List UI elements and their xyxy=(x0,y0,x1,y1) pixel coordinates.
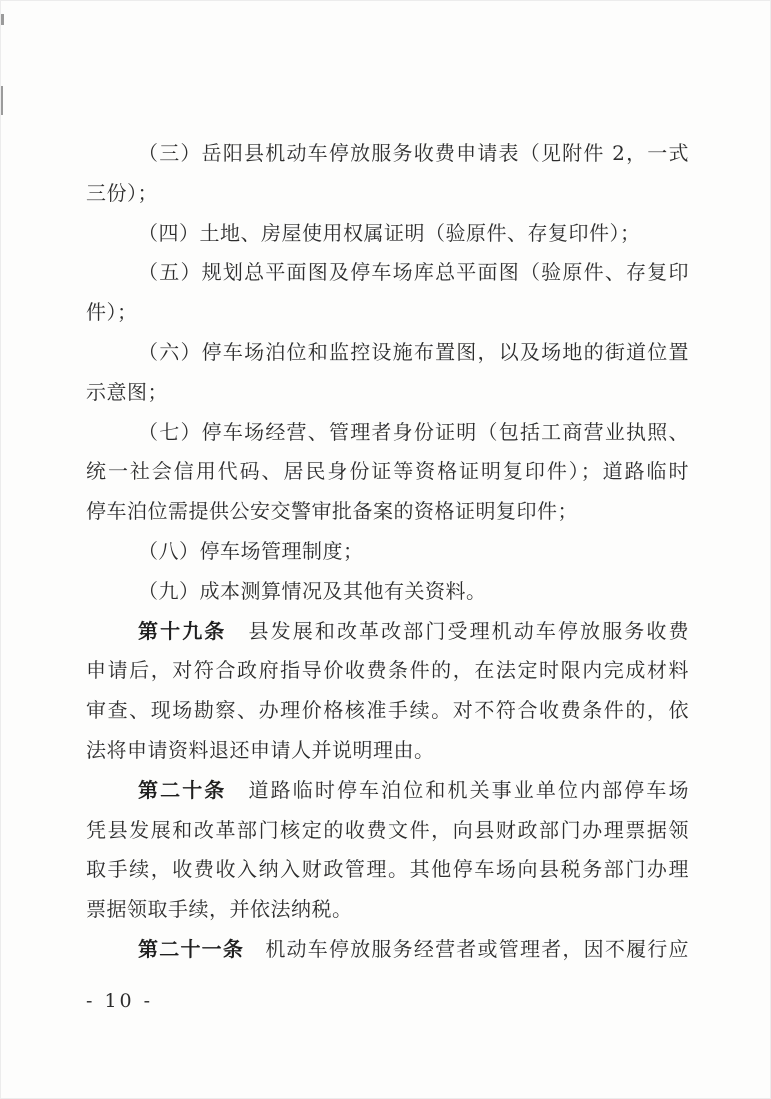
text-segment: 凭县发展和改革部门核定的收费文件，向县财政部门办理票据领 xyxy=(86,817,689,842)
text-line xyxy=(86,771,689,811)
text-line xyxy=(86,850,689,890)
text-segment: 道路临时停车泊位和机关事业单位内部停车场 xyxy=(226,777,689,802)
text-segment: 票据领取手续，并依法纳税。 xyxy=(86,897,353,922)
text-line xyxy=(86,214,689,254)
text-line xyxy=(86,811,689,851)
article-number: 第十九条 xyxy=(138,618,227,643)
scan-edge-artifact xyxy=(1,86,3,115)
text-segment: 机动车停放服务经营者或管理者，因不履行应 xyxy=(244,936,689,961)
text-segment: 申请后，对符合政府指导价收费条件的，在法定时限内完成材料 xyxy=(86,658,689,683)
text-line xyxy=(86,174,689,214)
text-line xyxy=(86,253,689,293)
text-segment: （九）成本测算情况及其他有关资料。 xyxy=(138,578,487,603)
text-segment: 示意图； xyxy=(86,379,168,404)
text-line xyxy=(86,373,689,413)
text-segment: 统一社会信用代码、居民身份证等资格证明复印件）；道路临时 xyxy=(86,459,689,484)
text-segment: 三份）； xyxy=(86,180,158,205)
text-line xyxy=(86,532,689,572)
text-line xyxy=(86,452,689,492)
text-line xyxy=(86,890,689,930)
text-line xyxy=(86,612,689,652)
text-segment: 法将申请资料退还申请人并说明理由。 xyxy=(86,737,435,762)
text-segment: 取手续，收费收入纳入财政管理。其他停车场向县税务部门办理 xyxy=(86,857,689,882)
article-number: 第二十一条 xyxy=(138,936,245,961)
text-segment: （六）停车场泊位和监控设施布置图，以及场地的街道位置 xyxy=(138,339,689,364)
text-line xyxy=(86,492,689,532)
text-line xyxy=(86,930,689,970)
text-segment: （三）岳阳县机动车停放服务收费申请表（见附件 2，一式 xyxy=(138,141,689,165)
text-line xyxy=(86,651,689,691)
text-segment: （五）规划总平面图及停车场库总平面图（验原件、存复印 xyxy=(138,260,689,285)
text-line xyxy=(86,293,689,333)
text-line xyxy=(86,333,689,373)
scan-edge-artifact xyxy=(1,14,4,25)
text-line xyxy=(86,691,689,731)
text-line xyxy=(86,134,689,174)
text-segment: 停车泊位需提供公安交警审批备案的资格证明复印件； xyxy=(86,499,578,524)
text-segment: 县发展和改革改部门受理机动车停放服务收费 xyxy=(226,618,689,643)
text-line xyxy=(86,572,689,612)
text-segment: （七）停车场经营、管理者身份证明（包括工商营业执照、 xyxy=(138,419,689,444)
document-body xyxy=(86,134,689,970)
text-line xyxy=(86,731,689,771)
text-line xyxy=(86,413,689,453)
text-segment: （八）停车场管理制度； xyxy=(138,538,364,563)
text-segment: 件）； xyxy=(86,300,138,325)
text-segment: 审查、现场勘察、办理价格核准手续。对不符合收费条件的，依 xyxy=(86,698,689,723)
page-number: - 10 - xyxy=(86,990,154,1012)
article-number: 第二十条 xyxy=(138,777,227,802)
text-segment: （四）土地、房屋使用权属证明（验原件、存复印件）； xyxy=(138,220,641,245)
